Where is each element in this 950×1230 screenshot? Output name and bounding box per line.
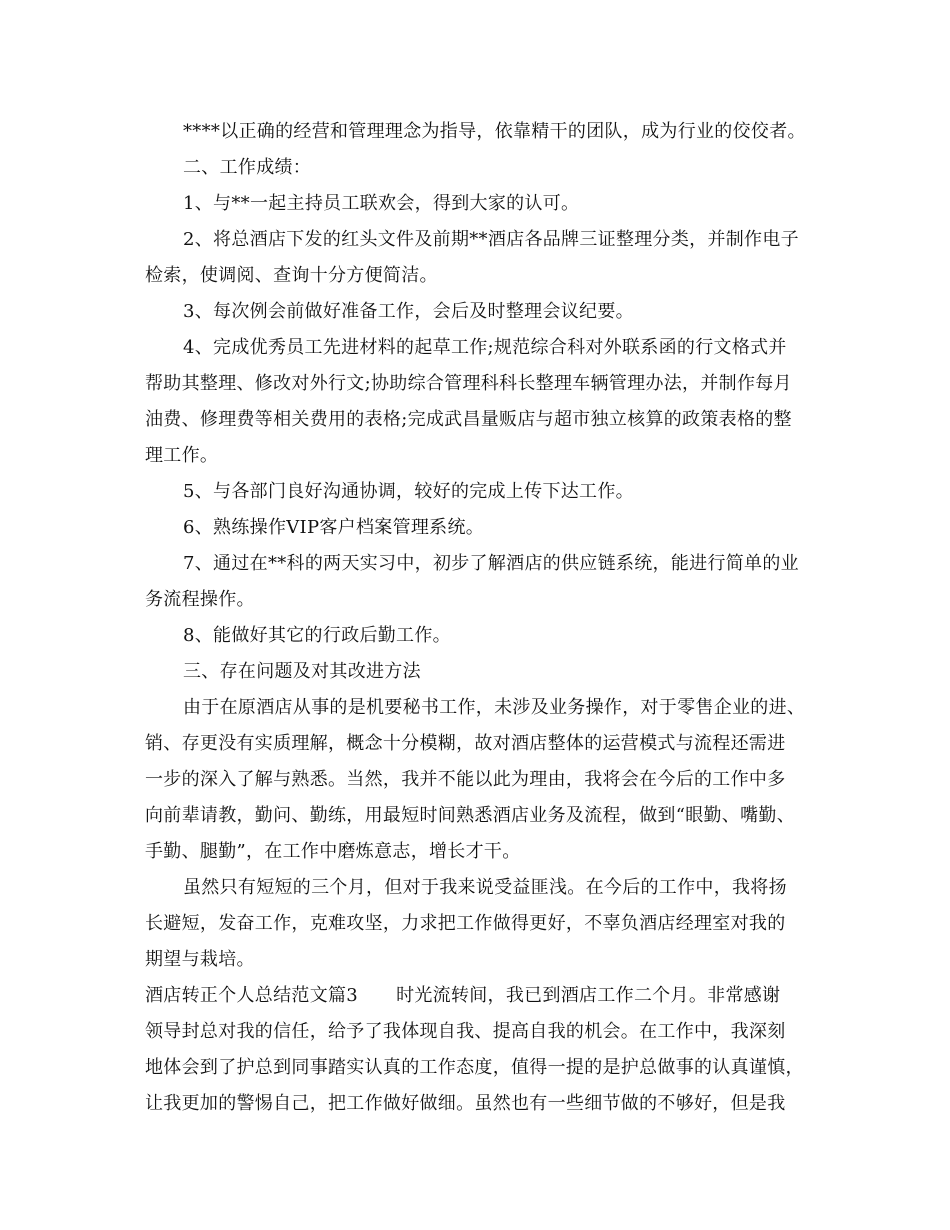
list-item: 7、通过在**科的两天实习中，初步了解酒店的供应链系统，能进行简单的业 xyxy=(183,553,799,574)
list-item: 8、能做好其它的行政后勤工作。 xyxy=(183,625,451,646)
list-item: 1、与**一起主持员工联欢会，得到大家的认可。 xyxy=(183,193,580,214)
section-heading-achievements: 二、工作成绩： xyxy=(183,157,312,178)
paragraph-line: 虽然只有短短的三个月，但对于我来说受益匪浅。在今后的工作中，我将扬 xyxy=(183,877,787,898)
paragraph-line: 期望与栽培。 xyxy=(145,949,255,970)
paragraph-line: 长避短，发奋工作，克难攻坚，力求把工作做得更好，不辜负酒店经理室对我的 xyxy=(145,913,786,934)
section-heading-problems: 三、存在问题及对其改进方法 xyxy=(183,661,421,682)
list-item-continuation: 理工作。 xyxy=(145,445,219,466)
paragraph-line: 领导封总对我的信任，给予了我体现自我、提高自我的机会。在工作中，我深刻 xyxy=(145,1021,786,1042)
list-item-continuation: 帮助其整理、修改对外行文;协助综合管理科科长整理车辆管理办法，并制作每月 xyxy=(145,373,792,394)
list-item: 6、熟练操作VIP客户档案管理系统。 xyxy=(183,517,485,538)
list-item-continuation: 检索，使调阅、查询十分方便简洁。 xyxy=(145,265,438,286)
list-item: 2、将总酒店下发的红头文件及前期**酒店各品牌三证整理分类，并制作电子 xyxy=(183,229,799,250)
list-item: 4、完成优秀员工先进材料的起草工作;规范综合科对外联系函的行文格式并 xyxy=(183,337,787,358)
document-body xyxy=(145,114,805,1122)
paragraph-line: 手勤、腿勤”，在工作中磨炼意志，增长才干。 xyxy=(145,841,521,862)
list-item: 3、每次例会前做好准备工作，会后及时整理会议纪要。 xyxy=(183,301,634,322)
paragraph-line: 向前辈请教，勤问、勤练，用最短时间熟悉酒店业务及流程，做到“眼勤、嘴勤、 xyxy=(145,805,795,826)
list-item: 5、与各部门良好沟通协调，较好的完成上传下达工作。 xyxy=(183,481,634,502)
article-heading-line xyxy=(145,978,805,1014)
paragraph-line: 地体会到了护总到同事踏实认真的工作态度，值得一提的是护总做事的认真谨慎， xyxy=(145,1057,804,1078)
paragraph-line: 由于在原酒店从事的是机要秘书工作，未涉及业务操作，对于零售企业的进、 xyxy=(183,697,806,718)
article-opening-text: 时光流转间，我已到酒店工作二个月。非常感谢 xyxy=(396,985,781,1006)
list-item-continuation: 务流程操作。 xyxy=(145,589,255,610)
paragraph-line: 销、存更没有实质理解，概念十分模糊，故对酒店整体的运营模式与流程还需进 xyxy=(145,733,786,754)
article-title: 酒店转正个人总结范文篇3 xyxy=(145,985,359,1006)
list-item-continuation: 油费、修理费等相关费用的表格;完成武昌量贩店与超市独立核算的政策表格的整 xyxy=(145,409,792,430)
paragraph-line: 让我更加的警惕自己，把工作做好做细。虽然也有一些细节做的不够好，但是我 xyxy=(145,1093,786,1114)
paragraph-line: 一步的深入了解与熟悉。当然，我并不能以此为理由，我将会在今后的工作中多 xyxy=(145,769,786,790)
paragraph-line: ****以正确的经营和管理理念为指导，依靠精干的团队，成为行业的佼佼者。 xyxy=(183,121,806,142)
